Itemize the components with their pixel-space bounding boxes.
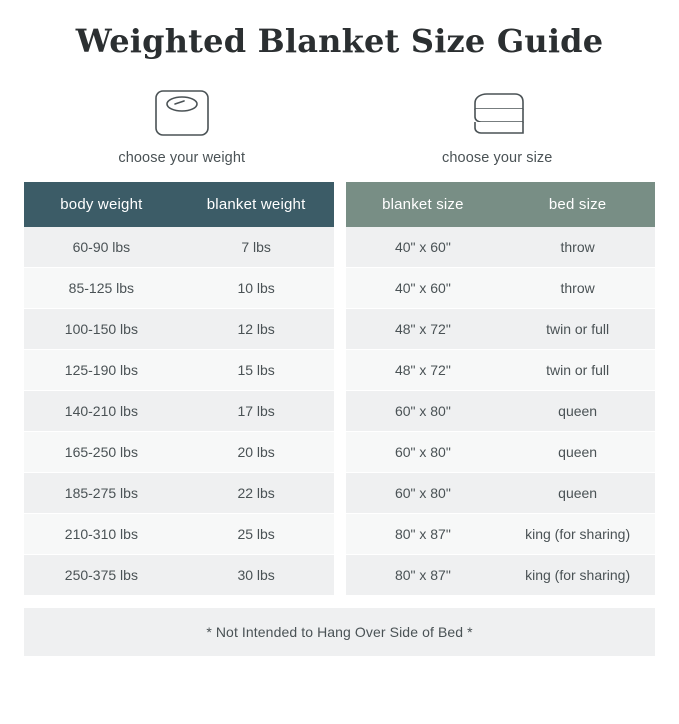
cell-body-weight: 185-275 lbs <box>24 473 179 514</box>
weight-icon-group <box>24 86 340 166</box>
cell-body-weight: 250-375 lbs <box>24 555 179 596</box>
folded-blanket-icon <box>465 86 529 140</box>
cell-body-weight: 100-150 lbs <box>24 309 179 350</box>
table-row <box>24 309 334 350</box>
cell-blanket-size: 40" x 60" <box>346 268 501 309</box>
cell-bed-size: twin or full <box>500 309 655 350</box>
page-title: Weighted Blanket Size Guide <box>75 22 604 60</box>
size-table-wrapper <box>346 182 656 596</box>
column-header-blanket-weight: blanket weight <box>179 182 334 227</box>
table-row <box>346 473 656 514</box>
cell-bed-size: throw <box>500 227 655 268</box>
table-row <box>346 350 656 391</box>
table-row <box>346 391 656 432</box>
tables-container <box>24 182 655 596</box>
cell-bed-size: queen <box>500 391 655 432</box>
cell-blanket-weight: 17 lbs <box>179 391 334 432</box>
table-row <box>24 555 334 596</box>
size-icon-group <box>340 86 656 166</box>
size-table <box>346 182 656 596</box>
cell-blanket-size: 40" x 60" <box>346 227 501 268</box>
footnote: * Not Intended to Hang Over Side of Bed * <box>24 608 655 656</box>
table-row <box>24 473 334 514</box>
table-row <box>346 227 656 268</box>
weight-icon-caption: choose your weight <box>118 150 246 166</box>
cell-bed-size: king (for sharing) <box>500 514 655 555</box>
table-header-row <box>346 182 656 227</box>
table-row <box>346 514 656 555</box>
table-row <box>346 555 656 596</box>
column-header-bed-size: bed size <box>500 182 655 227</box>
table-row <box>24 391 334 432</box>
cell-blanket-weight: 10 lbs <box>179 268 334 309</box>
cell-body-weight: 125-190 lbs <box>24 350 179 391</box>
cell-bed-size: throw <box>500 268 655 309</box>
table-row <box>24 227 334 268</box>
bathroom-scale-icon <box>154 86 210 140</box>
table-row <box>346 309 656 350</box>
cell-blanket-size: 60" x 80" <box>346 391 501 432</box>
table-row <box>346 432 656 473</box>
cell-body-weight: 210-310 lbs <box>24 514 179 555</box>
cell-body-weight: 165-250 lbs <box>24 432 179 473</box>
cell-blanket-weight: 22 lbs <box>179 473 334 514</box>
table-row <box>24 350 334 391</box>
cell-blanket-size: 80" x 87" <box>346 514 501 555</box>
column-header-blanket-size: blanket size <box>346 182 501 227</box>
cell-blanket-size: 60" x 80" <box>346 432 501 473</box>
cell-blanket-size: 60" x 80" <box>346 473 501 514</box>
cell-body-weight: 85-125 lbs <box>24 268 179 309</box>
table-row <box>24 514 334 555</box>
cell-blanket-weight: 20 lbs <box>179 432 334 473</box>
cell-body-weight: 60-90 lbs <box>24 227 179 268</box>
cell-blanket-weight: 15 lbs <box>179 350 334 391</box>
table-row <box>346 268 656 309</box>
table-row <box>24 432 334 473</box>
size-guide-page <box>0 22 679 724</box>
cell-blanket-weight: 25 lbs <box>179 514 334 555</box>
cell-bed-size: king (for sharing) <box>500 555 655 596</box>
cell-bed-size: queen <box>500 432 655 473</box>
size-icon-caption: choose your size <box>442 150 553 166</box>
weight-table <box>24 182 334 596</box>
icon-row <box>24 86 655 166</box>
cell-bed-size: queen <box>500 473 655 514</box>
cell-blanket-weight: 30 lbs <box>179 555 334 596</box>
cell-blanket-weight: 12 lbs <box>179 309 334 350</box>
cell-bed-size: twin or full <box>500 350 655 391</box>
table-header-row <box>24 182 334 227</box>
cell-blanket-weight: 7 lbs <box>179 227 334 268</box>
cell-blanket-size: 80" x 87" <box>346 555 501 596</box>
column-header-body-weight: body weight <box>24 182 179 227</box>
cell-blanket-size: 48" x 72" <box>346 309 501 350</box>
table-row <box>24 268 334 309</box>
weight-table-wrapper <box>24 182 334 596</box>
cell-body-weight: 140-210 lbs <box>24 391 179 432</box>
cell-blanket-size: 48" x 72" <box>346 350 501 391</box>
